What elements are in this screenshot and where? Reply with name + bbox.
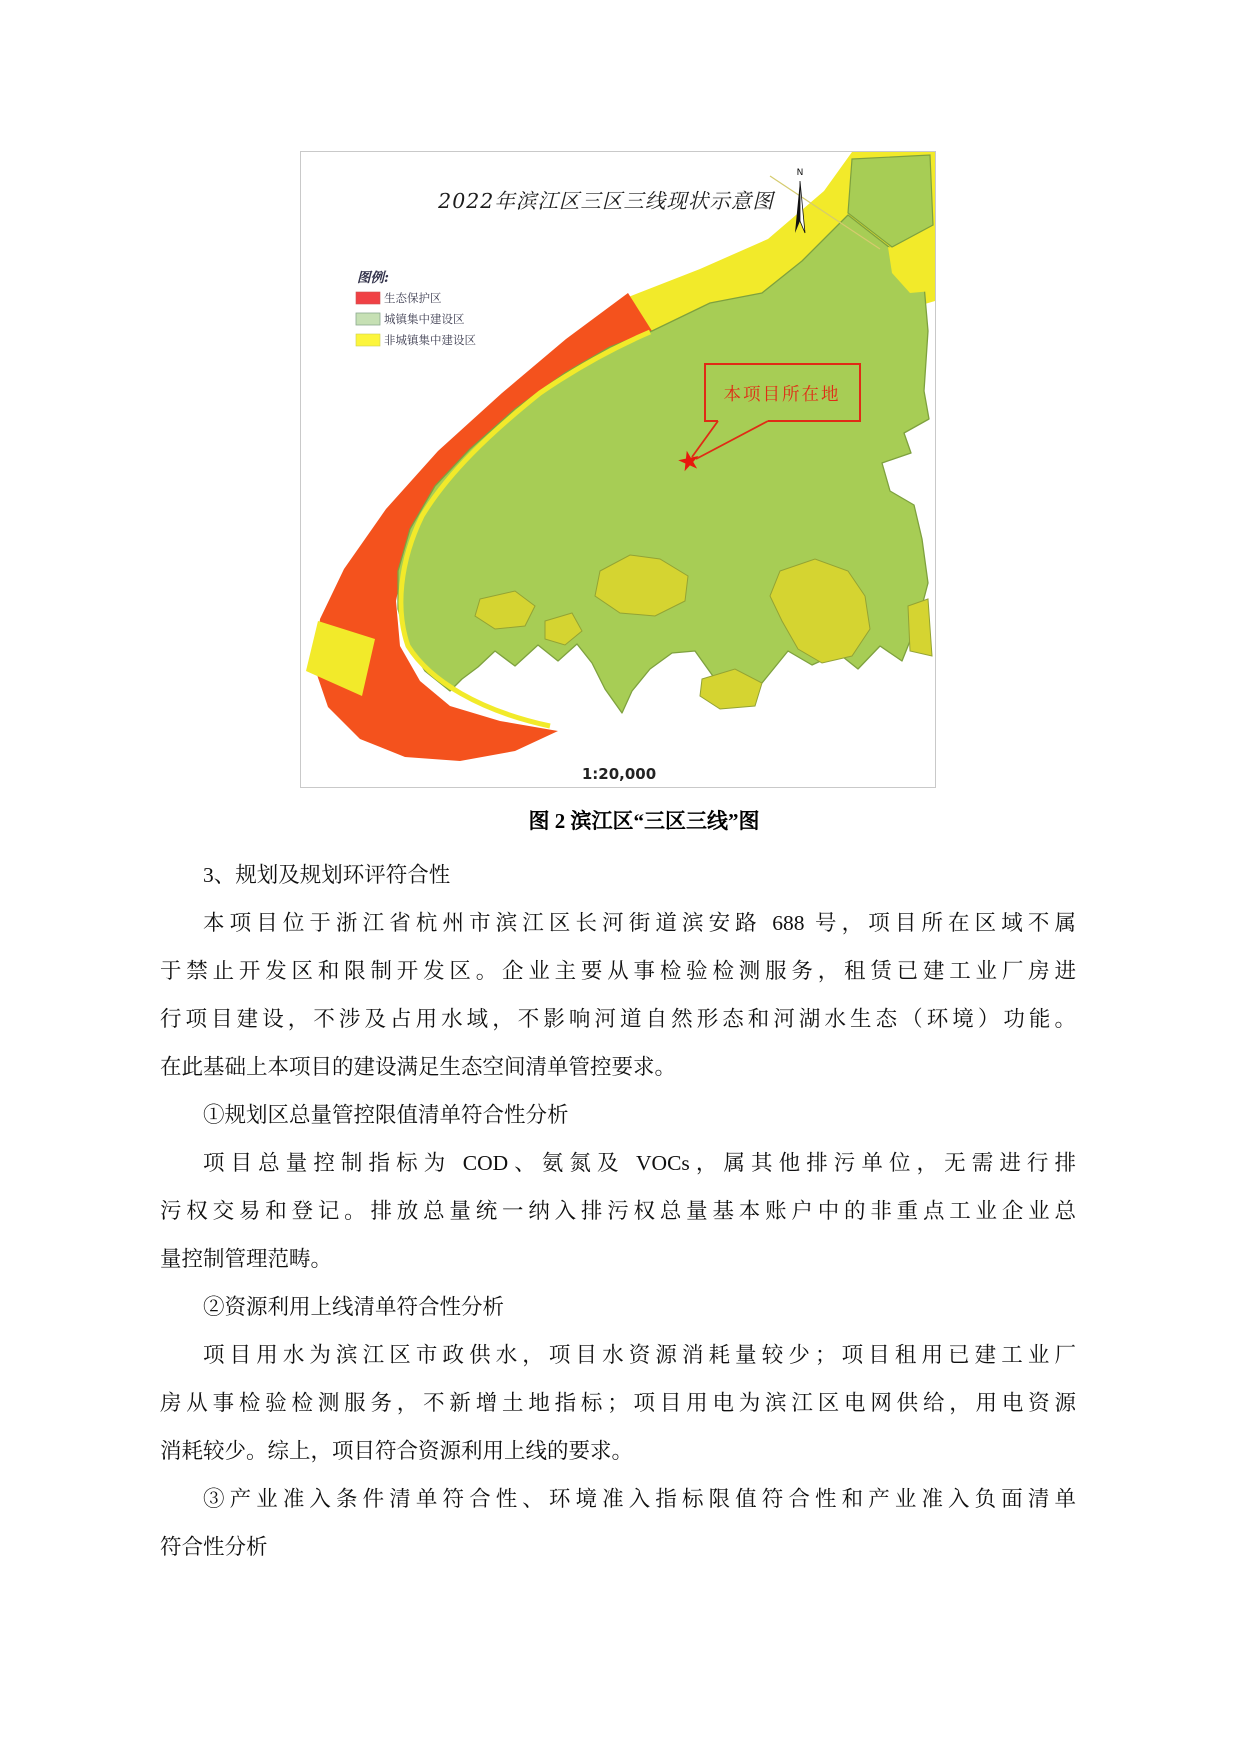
legend-label-urban: 城镇集中建设区	[384, 312, 465, 326]
body-line: ②资源利用上线清单符合性分析	[203, 1295, 505, 1319]
project-star-marker: ★	[674, 443, 705, 480]
body-line: 项目用水为滨江区市政供水，项目水资源消耗量较少；项目租用已建工业厂	[203, 1343, 1076, 1367]
body-line: 行项目建设，不涉及占用水域，不影响河道自然形态和河湖水生态（环境）功能。	[160, 1007, 1076, 1031]
legend-label-nonurban: 非城镇集中建设区	[384, 333, 476, 347]
body-line: 在此基础上本项目的建设满足生态空间清单管控要求。	[160, 1055, 677, 1079]
body-line: 符合性分析	[160, 1535, 268, 1559]
body-line: ③产业准入条件清单符合性、环境准入指标限值符合性和产业准入负面清单	[203, 1487, 1076, 1511]
body-line: 本项目位于浙江省杭州市滨江区长河街道滨安路 688 号，项目所在区域不属	[203, 911, 1076, 935]
body-line: 量控制管理范畴。	[160, 1247, 333, 1271]
body-line: 房从事检验检测服务，不新增土地指标；项目用电为滨江区电网供给，用电资源	[160, 1391, 1076, 1415]
zoning-map-image	[300, 151, 936, 788]
legend-swatch-eco	[356, 292, 380, 304]
map-title: 2022年滨江区三区三线现状示意图	[438, 189, 774, 213]
map-olive-patch	[908, 599, 932, 656]
legend-heading: 图例:	[357, 270, 389, 286]
legend-swatch-nonurban	[356, 334, 380, 346]
body-line: 项目总量控制指标为 COD、氨氮及 VOCs，属其他排污单位，无需进行排	[203, 1151, 1076, 1175]
legend-swatch-urban	[356, 313, 380, 325]
map-scale: 1:20,000	[581, 765, 657, 783]
svg-text:N: N	[796, 168, 804, 178]
body-text	[160, 851, 1076, 1571]
legend-label-eco: 生态保护区	[384, 291, 442, 305]
body-line: 于禁止开发区和限制开发区。企业主要从事检验检测服务，租赁已建工业厂房进	[160, 959, 1076, 983]
body-line: 消耗较少。综上，项目符合资源利用上线的要求。	[160, 1439, 634, 1463]
body-line: 污权交易和登记。排放总量统一纳入排污权总量基本账户中的非重点工业企业总	[160, 1199, 1076, 1223]
project-location-label: 本项目所在地	[723, 385, 841, 405]
zoning-map-figure	[300, 151, 936, 788]
body-line: 3、规划及规划环评符合性	[203, 863, 451, 887]
figure-caption: 图 2 滨江区“三区三线”图	[528, 809, 760, 833]
body-line: ①规划区总量管控限值清单符合性分析	[203, 1103, 569, 1127]
